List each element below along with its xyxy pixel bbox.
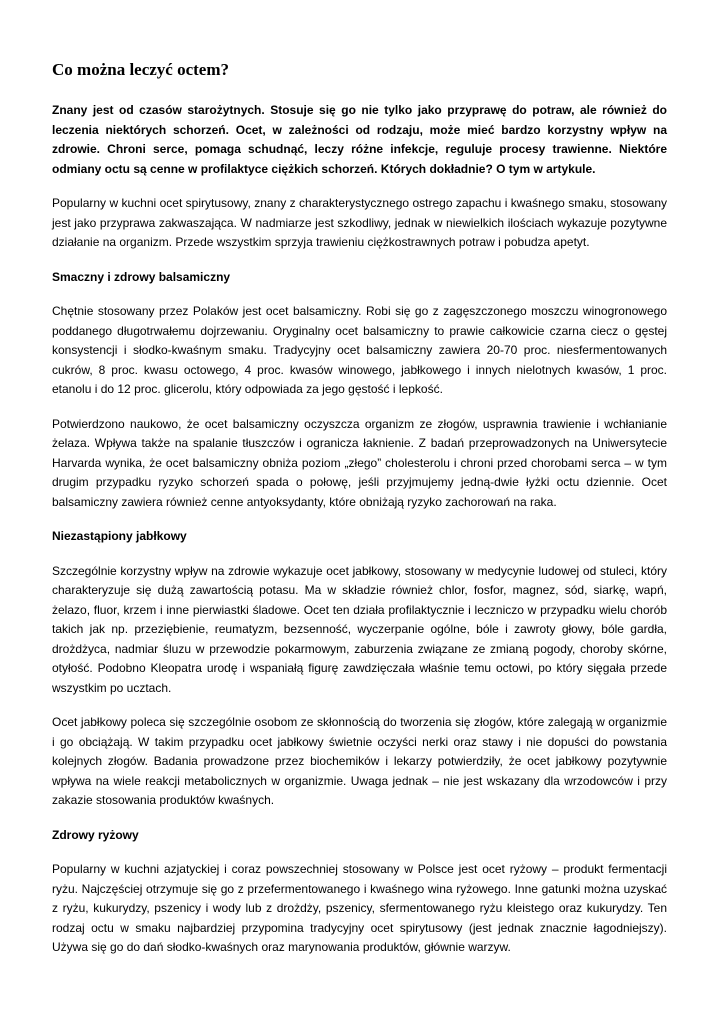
section-paragraph: Potwierdzono naukowo, że ocet balsamiczny oczyszcza organizm ze złogów, usprawnia trawienie i wchłanianie żelaza. Wpływa także na spalanie tłuszczów i ogranicza łaknienie. Z badań przeprowadzonych na Uniwersytecie Harvarda wynika, że ocet balsamiczny obniża poziom „złego” cholesterolu i chroni przed chorobami serca – w tym drugim przypadku ryzyko schorzeń spada o połowę, jeśli przyjmujemy jedną-dwie łyżki octu dziennie. Ocet balsamiczny zawiera również cenne antyoksydanty, które obniżają ryzyko zachorowań na raka. bbox=[52, 416, 667, 509]
section-heading-rice: Zdrowy ryżowy bbox=[52, 827, 139, 842]
section-paragraph: Szczególnie korzystny wpływ na zdrowie wykazuje ocet jabłkowy, stosowany w medycynie ludowej od stuleci, który charakteryzuje się dużą zawartością potasu. Ma w składzie również chlor, fosfor, magnez, sód, siarkę, wapń, żelazo, fluor, krzem i inne pierwiastki śladowe. Ocet ten działa profilaktycznie i leczniczo w przypadku wielu chorób takich jak np. przeziębienie, reumatyzm, bezsenność, wyczerpanie ogólne, bóle i zawroty głowy, bóle gardła, drożdżyca, nadmiar śluzu w przewodzie pokarmowym, zaburzenia związane ze zmianą pogody, choroby skórne, otyłość. Podobno Kleopatra urodę i wspaniałą figurę zawdzięczała właśnie temu octowi, po który sięgała przede wszystkim po ucztach. bbox=[52, 563, 667, 695]
section-paragraph: Popularny w kuchni azjatyckiej i coraz powszechniej stosowany w Polsce jest ocet ryżowy – produkt fermentacji ryżu. Najczęściej otrzymuje się go z przefermentowanego i kwaśnego wina ryżowego. Inne gatunki można uzyskać z ryżu, kukurydzy, pszenicy i wody lub z drożdży, pszenicy, sfermentowanego ryżu kleistego oraz kukurydzy. Ten rodzaj octu w smaku najbardziej przypomina tradycyjny ocet spirytusowy (jest jednak znacznie łagodniejszy). Używa się go do dań słodko-kwaśnych oraz marynowania produktów, głównie warzyw. bbox=[52, 862, 667, 954]
section-heading-balsamic: Smaczny i zdrowy balsamiczny bbox=[52, 269, 231, 284]
article-lead: Znany jest od czasów starożytnych. Stosuje się go nie tylko jako przyprawę do potraw, ale również do leczenia niektórych schorzeń. Ocet, w zależności od rodzaju, może mieć bardzo korzystny wpływ na zdrowie. Chroni serce, pomaga schudnąć, leczy różne infekcje, reguluje procesy trawienne. Niektóre odmiany octu są cenne w profilaktyce ciężkich schorzeń. Których dokładnie? O tym w artykule. bbox=[52, 103, 667, 176]
section-paragraph: Ocet jabłkowy poleca się szczególnie osobom ze skłonnością do tworzenia się złogów, które zalegają w organizmie i go obciążają. W takim przypadku ocet jabłkowy świetnie oczyści nerki oraz stawy i nie dopuści do powstania kolejnych złogów. Badania prowadzone przez biochemików i lekarzy potwierdziły, że ocet jabłkowy pozytywnie wpływa na wiele reakcji metabolicznych w organizmie. Uwaga jednak – nie jest wskazany dla wrzodowców i przy zakazie stosowania produktów kwaśnych. bbox=[52, 715, 667, 807]
article bbox=[52, 58, 667, 973]
section-paragraph: Chętnie stosowany przez Polaków jest ocet balsamiczny. Robi się go z zagęszczonego moszczu winogronowego poddanego długotrwałemu dojrzewaniu. Oryginalny ocet balsamiczny to prawie całkowicie czarna ciecz o gęstej konsystencji i słodko-kwaśnym smaku. Tradycyjny ocet balsamiczny zawiera 20-70 proc. niesfermentowanych cukrów, 8 proc. kwasu octowego, 4 proc. kwasów winowego, jabłkowego i innych nielotnych kwasów, 1 proc. etanolu i do 12 proc. glicerolu, który odpowiada za jego gęstość i lepkość. bbox=[52, 304, 667, 396]
section-heading-apple: Niezastąpiony jabłkowy bbox=[52, 529, 187, 543]
article-intro: Popularny w kuchni ocet spirytusowy, znany z charakterystycznego ostrego zapachu i kwaśnego smaku, stosowany jest jako przyprawa zakwaszająca. W nadmiarze jest szkodliwy, jednak w niewielkich ilościach wykazuje pozytywne działanie na organizm. Przede wszystkim sprzyja trawieniu ciężkostrawnych potraw i pobudza apetyt. bbox=[52, 196, 667, 249]
article-title: Co można leczyć octem? bbox=[52, 60, 230, 79]
